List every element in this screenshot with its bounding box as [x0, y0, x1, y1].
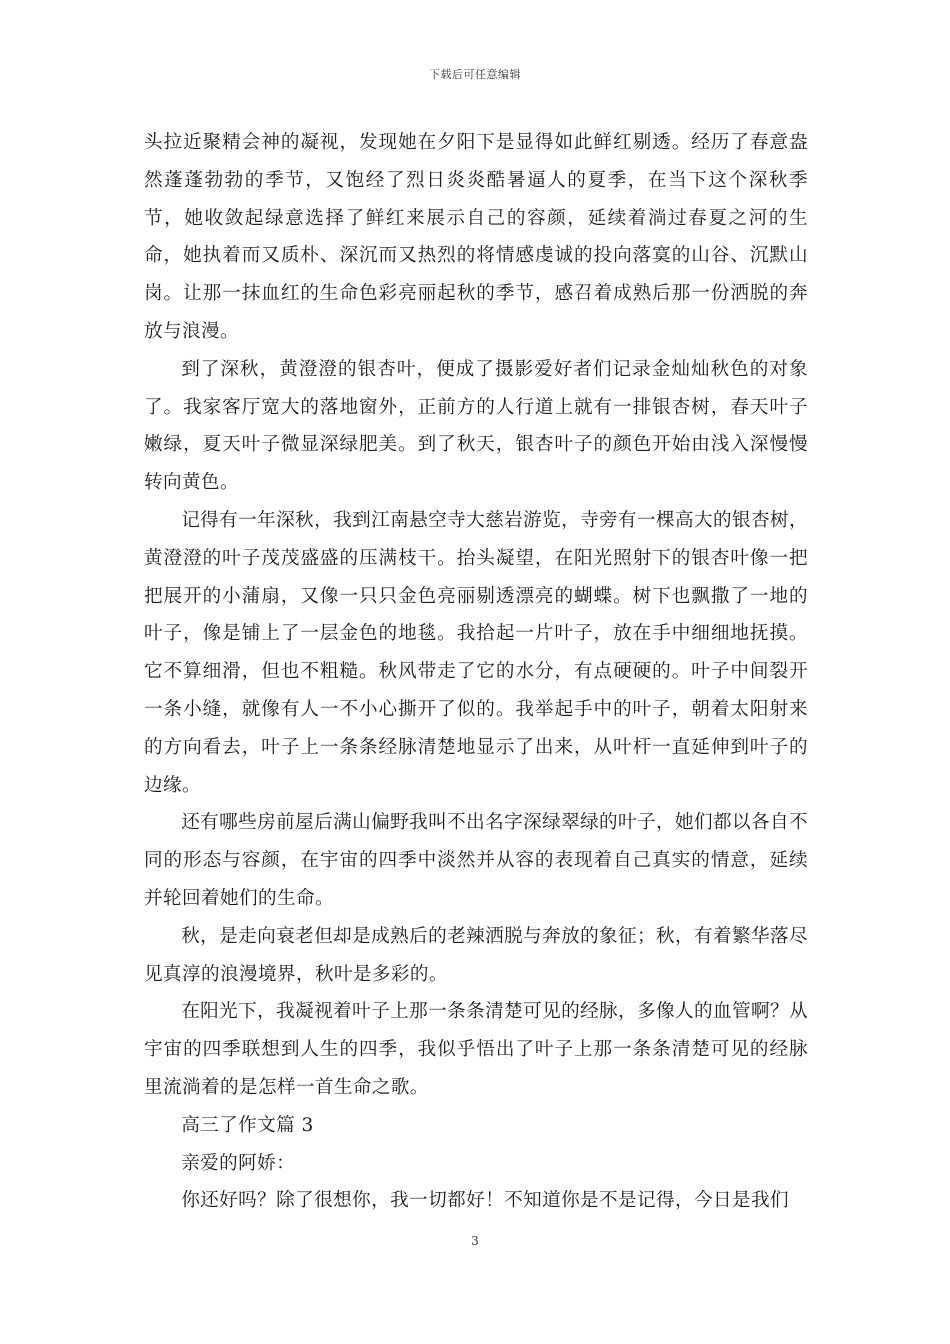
section-heading: 高三了作文篇 3 [181, 1114, 314, 1136]
document-body [144, 124, 808, 1220]
paragraph-6: 在阳光下，我凝视着叶子上那一条条清楚可见的经脉，多像人的血管啊？从宇宙的四季联想到人生的四季，我似乎悟出了叶子上那一条条清楚可见的经脉里流淌着的是怎样一首生命之歌。 [144, 1001, 808, 1098]
paragraph-5: 秋，是走向衰老但却是成熟后的老辣洒脱与奔放的象征；秋，有着繁华落尽见真淳的浪漫境界，秋叶是多彩的。 [144, 925, 808, 985]
paragraph-4: 还有哪些房前屋后满山偏野我叫不出名字深绿翠绿的叶子，她们都以各自不同的形态与容颜，在宇宙的四季中淡然并从容的表现着自己真实的情意，延续并轮回着她们的生命。 [144, 812, 808, 909]
letter-opening: 你还好吗？除了很想你，我一切都好！不知道你是不是记得，今日是我们 [181, 1190, 789, 1212]
paragraph-2: 到了深秋，黄澄澄的银杏叶，便成了摄影爱好者们记录金灿灿秋色的对象了。我家客厅宽大的落地窗外，正前方的人行道上就有一排银杏树，春天叶子嫩绿，夏天叶子微显深绿肥美。到了秋天，银杏叶子的颜色开始由浅入深慢慢转向黄色。 [144, 358, 808, 494]
paragraph-3: 记得有一年深秋，我到江南悬空寺大慈岩游览，寺旁有一棵高大的银杏树，黄澄澄的叶子茂茂盛盛的压满枝干。抬头凝望，在阳光照射下的银杏叶像一把把展开的小蒲扇，又像一只只金色亮丽剔透漂亮的蝴蝶。树下也飘撒了一地的叶子，像是铺上了一层金色的地毯。我拾起一片叶子，放在手中细细地抚摸。它不算细滑，但也不粗糙。秋风带走了它的水分，有点硬硬的。叶子中间裂开一条小缝，就像有人一不小心撕开了似的。我举起手中的叶子，朝着太阳射来的方向看去，叶子上一条条经脉清楚地显示了出来，从叶杆一直延伸到叶子的边缘。 [144, 509, 808, 796]
page-number: 3 [471, 1234, 479, 1248]
page-header: 下载后可任意编辑 [429, 68, 521, 81]
letter-salutation: 亲爱的阿娇： [181, 1152, 296, 1174]
paragraph-1: 头拉近聚精会神的凝视，发现她在夕阳下是显得如此鲜红剔透。经历了春意盎然蓬蓬勃勃的季节，又饱经了烈日炎炎酷暑逼人的夏季，在当下这个深秋季节，她收敛起绿意选择了鲜红来展示自己的容颜，延续着淌过春夏之河的生命，她执着而又质朴、深沉而又热烈的将情感虔诚的投向落寞的山谷、沉默山岗。让那一抹血红的生命色彩亮丽起秋的季节，感召着成熟后那一份洒脱的奔放与浪漫。 [144, 132, 808, 342]
